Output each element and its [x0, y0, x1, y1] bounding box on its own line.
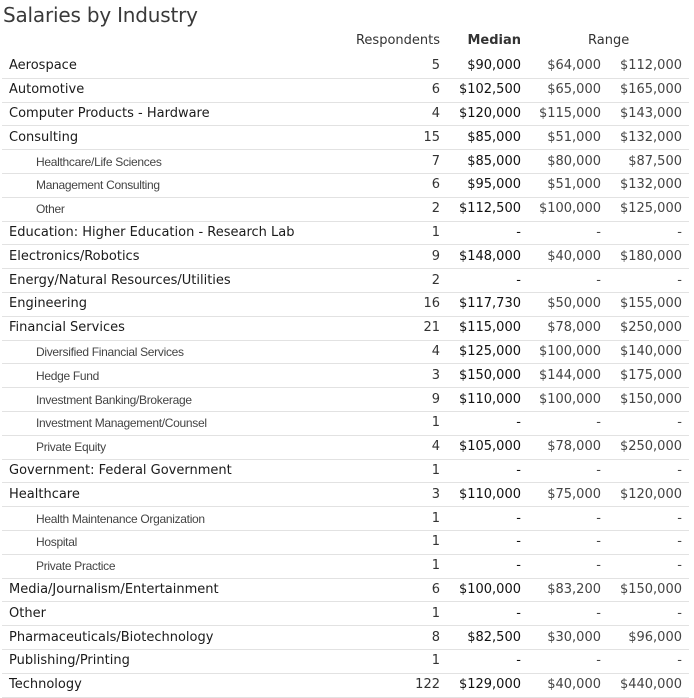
median-cell: $85,000: [440, 150, 521, 174]
industry-name: Media/Journalism/Entertainment: [2, 578, 372, 602]
median-cell: -: [440, 554, 521, 578]
respondents-cell: 6: [372, 78, 440, 102]
salary-table-body: [2, 55, 689, 697]
range-low-cell: $100,000: [521, 197, 601, 221]
row-padding: [682, 530, 689, 554]
row-padding: [682, 150, 689, 174]
range-high-cell: $250,000: [601, 435, 682, 459]
range-low-cell: -: [521, 530, 601, 554]
table-header: [0, 30, 694, 52]
industry-name: Government: Federal Government: [2, 459, 372, 483]
table-row: [2, 55, 689, 78]
range-high-cell: $150,000: [601, 578, 682, 602]
table-subrow: [2, 197, 689, 221]
table-row: [2, 649, 689, 673]
table-row: [2, 483, 689, 507]
median-cell: $112,500: [440, 197, 521, 221]
table-row: [2, 269, 689, 293]
range-low-cell: $83,200: [521, 578, 601, 602]
table-subrow: [2, 411, 689, 435]
range-high-cell: -: [601, 507, 682, 531]
row-padding: [682, 55, 689, 78]
range-low-cell: -: [521, 649, 601, 673]
range-high-cell: -: [601, 530, 682, 554]
industry-name: Diversified Financial Services: [2, 340, 372, 364]
median-cell: $110,000: [440, 483, 521, 507]
range-low-cell: -: [521, 554, 601, 578]
respondents-cell: 21: [372, 316, 440, 340]
row-padding: [682, 364, 689, 388]
range-low-cell: -: [521, 411, 601, 435]
row-padding: [682, 269, 689, 293]
median-cell: -: [440, 649, 521, 673]
respondents-cell: 1: [372, 507, 440, 531]
respondents-cell: 1: [372, 530, 440, 554]
industry-name: Hospital: [2, 530, 372, 554]
respondents-cell: 6: [372, 173, 440, 197]
range-high-cell: $150,000: [601, 388, 682, 412]
row-padding: [682, 173, 689, 197]
range-high-cell: -: [601, 459, 682, 483]
range-low-cell: $78,000: [521, 316, 601, 340]
row-padding: [682, 292, 689, 316]
table-row: [2, 221, 689, 245]
table-row: [2, 245, 689, 269]
page-title: Salaries by Industry: [3, 3, 198, 27]
median-cell: -: [440, 411, 521, 435]
range-high-cell: -: [601, 602, 682, 626]
table-row: [2, 102, 689, 126]
range-high-cell: $140,000: [601, 340, 682, 364]
table-row: [2, 578, 689, 602]
range-high-cell: $440,000: [601, 673, 682, 697]
range-low-cell: $75,000: [521, 483, 601, 507]
industry-name: Energy/Natural Resources/Utilities: [2, 269, 372, 293]
industry-name: Engineering: [2, 292, 372, 316]
median-cell: -: [440, 269, 521, 293]
range-low-cell: $78,000: [521, 435, 601, 459]
range-low-cell: $40,000: [521, 245, 601, 269]
table-subrow: [2, 530, 689, 554]
respondents-cell: 6: [372, 578, 440, 602]
industry-name: Pharmaceuticals/Biotechnology: [2, 626, 372, 650]
respondents-cell: 3: [372, 483, 440, 507]
median-cell: $85,000: [440, 126, 521, 150]
table-subrow: [2, 435, 689, 459]
row-padding: [682, 340, 689, 364]
median-cell: -: [440, 507, 521, 531]
row-padding: [682, 673, 689, 697]
table-row: [2, 126, 689, 150]
median-cell: $82,500: [440, 626, 521, 650]
industry-name: Financial Services: [2, 316, 372, 340]
range-low-cell: -: [521, 221, 601, 245]
industry-name: Other: [2, 197, 372, 221]
range-high-cell: -: [601, 649, 682, 673]
range-high-cell: $87,500: [601, 150, 682, 174]
header-median: Median: [467, 33, 521, 48]
header-range: Range: [588, 33, 630, 48]
row-padding: [682, 78, 689, 102]
range-low-cell: $51,000: [521, 126, 601, 150]
range-low-cell: -: [521, 269, 601, 293]
range-high-cell: $143,000: [601, 102, 682, 126]
median-cell: $150,000: [440, 364, 521, 388]
row-padding: [682, 483, 689, 507]
range-low-cell: $65,000: [521, 78, 601, 102]
industry-name: Education: Higher Education - Research Lab: [2, 221, 372, 245]
industry-name: Other: [2, 602, 372, 626]
table-subrow: [2, 554, 689, 578]
respondents-cell: 1: [372, 411, 440, 435]
respondents-cell: 1: [372, 459, 440, 483]
range-high-cell: $112,000: [601, 55, 682, 78]
row-padding: [682, 435, 689, 459]
table-row: [2, 673, 689, 697]
row-padding: [682, 602, 689, 626]
table-row: [2, 78, 689, 102]
respondents-cell: 1: [372, 649, 440, 673]
range-high-cell: -: [601, 269, 682, 293]
row-padding: [682, 507, 689, 531]
range-low-cell: -: [521, 602, 601, 626]
industry-name: Consulting: [2, 126, 372, 150]
median-cell: $95,000: [440, 173, 521, 197]
range-low-cell: $40,000: [521, 673, 601, 697]
industry-name: Publishing/Printing: [2, 649, 372, 673]
row-padding: [682, 626, 689, 650]
respondents-cell: 2: [372, 269, 440, 293]
median-cell: -: [440, 530, 521, 554]
respondents-cell: 3: [372, 364, 440, 388]
range-low-cell: $115,000: [521, 102, 601, 126]
range-low-cell: $100,000: [521, 340, 601, 364]
industry-name: Private Practice: [2, 554, 372, 578]
range-low-cell: $100,000: [521, 388, 601, 412]
industry-name: Management Consulting: [2, 173, 372, 197]
row-padding: [682, 459, 689, 483]
respondents-cell: 4: [372, 102, 440, 126]
range-low-cell: $30,000: [521, 626, 601, 650]
median-cell: $117,730: [440, 292, 521, 316]
row-padding: [682, 245, 689, 269]
median-cell: $105,000: [440, 435, 521, 459]
median-cell: $115,000: [440, 316, 521, 340]
respondents-cell: 1: [372, 602, 440, 626]
range-low-cell: $64,000: [521, 55, 601, 78]
median-cell: -: [440, 221, 521, 245]
table-subrow: [2, 340, 689, 364]
range-low-cell: $51,000: [521, 173, 601, 197]
table-subrow: [2, 364, 689, 388]
industry-name: Health Maintenance Organization: [2, 507, 372, 531]
table-row: [2, 459, 689, 483]
respondents-cell: 9: [372, 388, 440, 412]
industry-name: Aerospace: [2, 55, 372, 78]
industry-name: Computer Products - Hardware: [2, 102, 372, 126]
table-subrow: [2, 507, 689, 531]
range-high-cell: -: [601, 411, 682, 435]
range-high-cell: $125,000: [601, 197, 682, 221]
table-row: [2, 292, 689, 316]
range-high-cell: -: [601, 554, 682, 578]
header-respondents: Respondents: [355, 33, 440, 48]
row-padding: [682, 316, 689, 340]
industry-name: Private Equity: [2, 435, 372, 459]
median-cell: -: [440, 459, 521, 483]
respondents-cell: 1: [372, 221, 440, 245]
table-subrow: [2, 388, 689, 412]
industry-name: Electronics/Robotics: [2, 245, 372, 269]
median-cell: $129,000: [440, 673, 521, 697]
median-cell: $100,000: [440, 578, 521, 602]
range-low-cell: $50,000: [521, 292, 601, 316]
range-high-cell: $132,000: [601, 126, 682, 150]
range-high-cell: $120,000: [601, 483, 682, 507]
industry-name: Healthcare/Life Sciences: [2, 150, 372, 174]
table-subrow: [2, 150, 689, 174]
row-padding: [682, 126, 689, 150]
industry-name: Investment Banking/Brokerage: [2, 388, 372, 412]
respondents-cell: 16: [372, 292, 440, 316]
range-high-cell: $250,000: [601, 316, 682, 340]
range-high-cell: $132,000: [601, 173, 682, 197]
industry-name: Healthcare: [2, 483, 372, 507]
row-padding: [682, 649, 689, 673]
respondents-cell: 15: [372, 126, 440, 150]
range-low-cell: $144,000: [521, 364, 601, 388]
range-low-cell: -: [521, 507, 601, 531]
industry-name: Automotive: [2, 78, 372, 102]
median-cell: $90,000: [440, 55, 521, 78]
median-cell: -: [440, 602, 521, 626]
row-padding: [682, 554, 689, 578]
row-padding: [682, 221, 689, 245]
range-high-cell: -: [601, 221, 682, 245]
median-cell: $102,500: [440, 78, 521, 102]
range-low-cell: $80,000: [521, 150, 601, 174]
respondents-cell: 122: [372, 673, 440, 697]
range-high-cell: $96,000: [601, 626, 682, 650]
respondents-cell: 4: [372, 340, 440, 364]
row-padding: [682, 411, 689, 435]
industry-name: Investment Management/Counsel: [2, 411, 372, 435]
median-cell: $148,000: [440, 245, 521, 269]
respondents-cell: 8: [372, 626, 440, 650]
median-cell: $125,000: [440, 340, 521, 364]
respondents-cell: 1: [372, 554, 440, 578]
industry-name: Hedge Fund: [2, 364, 372, 388]
range-high-cell: $180,000: [601, 245, 682, 269]
row-padding: [682, 197, 689, 221]
range-high-cell: $155,000: [601, 292, 682, 316]
range-low-cell: -: [521, 459, 601, 483]
table-row: [2, 316, 689, 340]
row-padding: [682, 578, 689, 602]
median-cell: $120,000: [440, 102, 521, 126]
range-high-cell: $175,000: [601, 364, 682, 388]
respondents-cell: 7: [372, 150, 440, 174]
salary-table: [2, 55, 689, 698]
row-padding: [682, 102, 689, 126]
respondents-cell: 5: [372, 55, 440, 78]
respondents-cell: 4: [372, 435, 440, 459]
respondents-cell: 9: [372, 245, 440, 269]
table-subrow: [2, 173, 689, 197]
table-row: [2, 626, 689, 650]
range-high-cell: $165,000: [601, 78, 682, 102]
respondents-cell: 2: [372, 197, 440, 221]
row-padding: [682, 388, 689, 412]
table-row: [2, 602, 689, 626]
median-cell: $110,000: [440, 388, 521, 412]
industry-name: Technology: [2, 673, 372, 697]
